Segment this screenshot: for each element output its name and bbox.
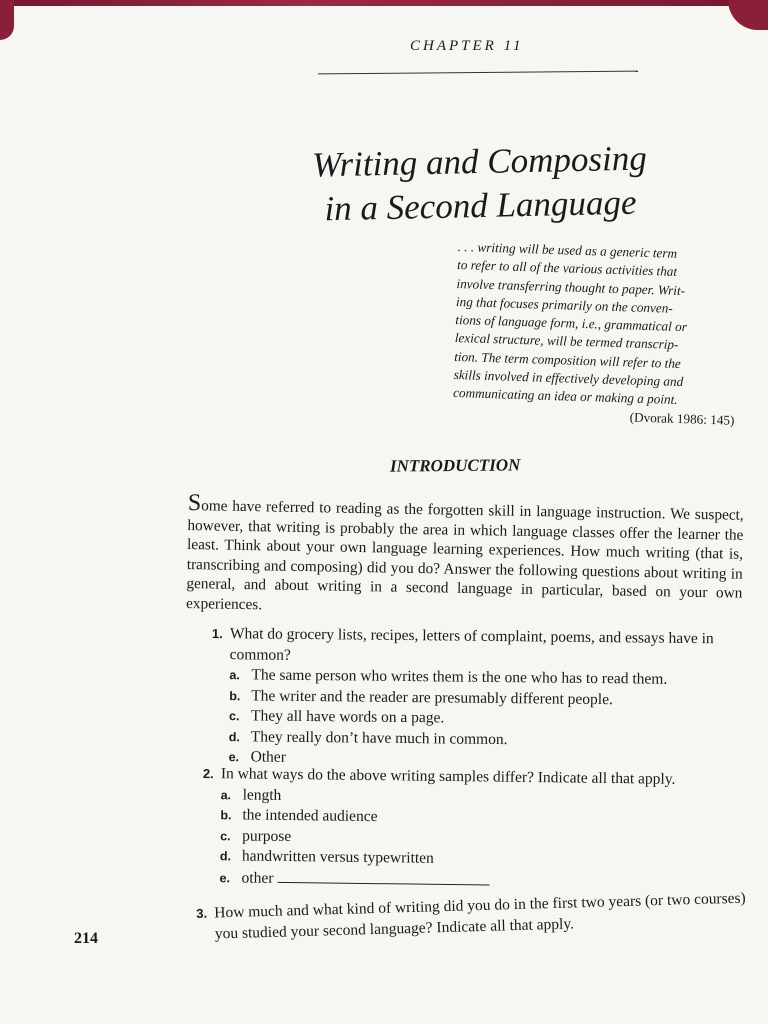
option-text: the intended audience	[242, 806, 378, 826]
chapter-title-line-2: in a Second Language	[324, 182, 637, 229]
question-1	[210, 624, 741, 773]
drop-cap: S	[187, 490, 202, 517]
chapter-label: CHAPTER 11	[410, 38, 524, 54]
option-text: other	[241, 868, 274, 887]
question-text: How much and what kind of writing did you do in the first two years (or two courses) you studied your second language? Indicate all that apply.	[214, 889, 746, 942]
epigraph-citation: (Dvorak 1986: 145)	[629, 409, 735, 428]
epigraph-line: ing that focuses primarily on the conven-	[455, 293, 673, 316]
section-heading: INTRODUCTION	[389, 455, 521, 476]
epigraph-line: involve transferring thought to paper. Writ-	[456, 275, 686, 298]
answer-blank-line	[277, 867, 489, 885]
question-number: 3.	[196, 905, 208, 921]
option-text: length	[242, 785, 282, 804]
option-letter: b.	[229, 688, 241, 703]
epigraph-line: to refer to all of the various activities that	[456, 257, 678, 280]
chapter-title-line-1: Writing and Composing	[311, 138, 648, 185]
question-text: In what ways do the above writing samples differ? Indicate all that apply.	[220, 765, 676, 788]
option-letter: e.	[219, 870, 231, 885]
question-2	[201, 764, 745, 895]
epigraph-line: . . . writing will be used as a generic term	[457, 238, 678, 261]
option-text: They really don’t have much in common.	[250, 727, 508, 748]
epigraph-line: tion. The term composition will refer to the	[454, 348, 682, 371]
chapter-rule	[318, 71, 638, 75]
option-letter: d.	[219, 849, 232, 864]
option-list	[201, 784, 745, 894]
option-list	[210, 665, 741, 773]
option-letter: c.	[228, 709, 240, 724]
epigraph-line: communicating an idea or making a point.	[452, 385, 678, 408]
option-text: The writer and the reader are presumably different people.	[251, 686, 613, 708]
question-3	[196, 888, 757, 945]
question-text: What do grocery lists, recipes, letters of complaint, poems, and essays have in common?	[229, 625, 714, 664]
epigraph-line: tions of language form, i.e., grammatical or	[455, 312, 688, 335]
page-number: 214	[74, 930, 98, 947]
intro-paragraph	[185, 490, 744, 623]
epigraph	[452, 238, 740, 430]
option-letter: d.	[228, 729, 241, 744]
option-letter: a.	[229, 668, 240, 683]
option-text: purpose	[242, 826, 292, 845]
option-text: handwritten versus typewritten	[241, 847, 434, 867]
option-letter: b.	[220, 808, 232, 823]
epigraph-line: lexical structure, will be termed transcrip-	[454, 330, 679, 353]
intro-text: ome have referred to reading as the forgotten skill in language instruction. We suspect, however, that writing is probably the area in which language classes offer the learner the least. Think about your own language learning experiences. How much writing (that is, transcribing and composing) did you do? Answer the following questions about writing in general, and about writing in a second language in particular, based on your own experiences.	[185, 497, 744, 614]
option-text: They all have words on a page.	[250, 707, 445, 727]
option-letter: a.	[220, 787, 232, 802]
question-number: 2.	[202, 765, 214, 782]
option-text: The same person who writes them is the one who has to read them.	[251, 666, 668, 688]
question-number: 1.	[211, 625, 223, 642]
option-letter: e.	[228, 750, 240, 765]
option-letter: c.	[220, 828, 231, 843]
option-text: Other	[250, 748, 286, 766]
epigraph-line: skills involved in effectively developing and	[453, 367, 684, 390]
chapter-title	[269, 136, 691, 233]
